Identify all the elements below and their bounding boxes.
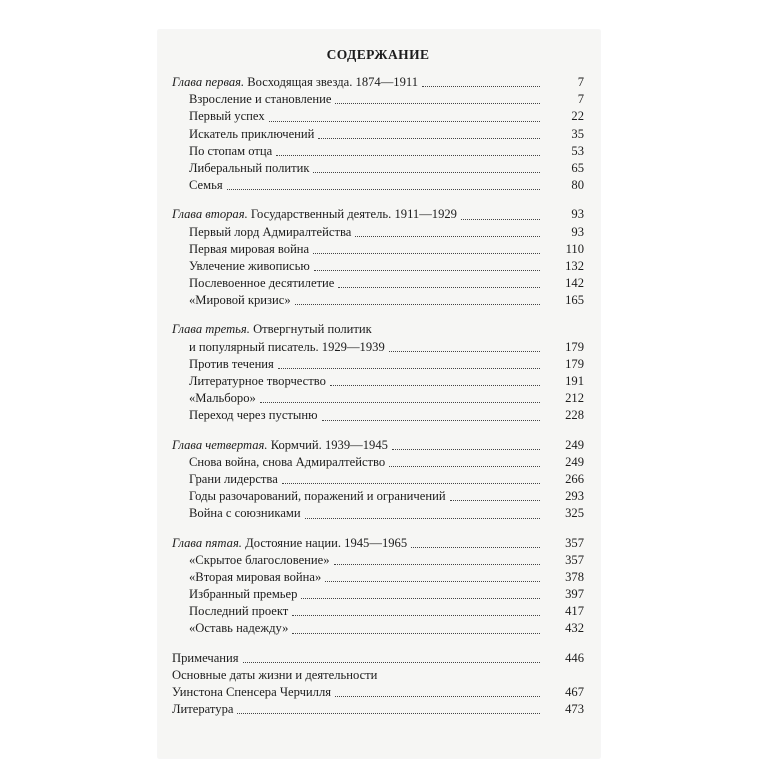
page-number: 80 bbox=[571, 178, 584, 193]
section-title: Примечания bbox=[172, 650, 239, 665]
leader-dots bbox=[292, 615, 540, 616]
toc-section bbox=[172, 373, 584, 390]
section-title: «Мировой кризис» bbox=[189, 293, 291, 308]
toc-section bbox=[172, 91, 584, 108]
toc-dates-continued bbox=[172, 684, 584, 701]
page-number: 191 bbox=[565, 374, 584, 388]
leader-dots bbox=[243, 662, 540, 663]
page-number: 446 bbox=[565, 650, 584, 665]
section-title: Последний проект bbox=[189, 604, 289, 619]
page-number: 7 bbox=[577, 75, 584, 89]
chapter-title: Достояние нации. 1945—1965 bbox=[245, 535, 408, 550]
leader-dots bbox=[305, 518, 540, 519]
toc-section bbox=[172, 552, 584, 569]
section-title: «Вторая мировая война» bbox=[189, 569, 322, 584]
toc-chapter-4 bbox=[172, 437, 584, 454]
leader-dots bbox=[389, 351, 540, 352]
section-title: Литература bbox=[172, 702, 234, 717]
page-number: 179 bbox=[565, 356, 584, 371]
book-page bbox=[158, 30, 600, 758]
leader-dots bbox=[411, 547, 540, 548]
page-number: 35 bbox=[571, 126, 584, 141]
toc-heading: СОДЕРЖАНИЕ bbox=[326, 47, 430, 62]
toc-section bbox=[172, 177, 584, 194]
toc-section bbox=[172, 586, 584, 603]
leader-dots bbox=[237, 713, 540, 714]
leader-dots bbox=[301, 598, 540, 599]
leader-dots bbox=[295, 304, 540, 305]
page-number: 165 bbox=[565, 293, 584, 308]
page-number: 325 bbox=[565, 506, 584, 521]
leader-dots bbox=[318, 138, 540, 139]
leader-dots bbox=[325, 581, 540, 582]
section-title: Либеральный политик bbox=[189, 160, 310, 175]
chapter-label: Глава третья. bbox=[172, 322, 250, 337]
chapter-title: Кормчий. 1939—1945 bbox=[270, 437, 388, 452]
section-title: Грани лидерства bbox=[189, 471, 278, 486]
section-title: Годы разочарований, поражений и ограничений bbox=[189, 489, 446, 504]
leader-dots bbox=[389, 466, 540, 467]
chapter-title: Восходящая звезда. 1874—1911 bbox=[247, 75, 419, 89]
toc-literature bbox=[172, 701, 584, 718]
section-title: Увлечение живописью bbox=[189, 258, 310, 273]
toc-section bbox=[172, 488, 584, 505]
page-number: 293 bbox=[565, 489, 584, 504]
leader-dots bbox=[322, 420, 540, 421]
leader-dots bbox=[335, 696, 540, 697]
page-number: 473 bbox=[565, 702, 584, 717]
chapter-label: Глава пятая. bbox=[172, 535, 242, 550]
leader-dots bbox=[282, 483, 540, 484]
toc-section bbox=[172, 160, 584, 177]
section-title: Переход через пустыню bbox=[189, 408, 318, 423]
toc-chapter-2 bbox=[172, 206, 584, 223]
section-title: «Мальборо» bbox=[189, 391, 256, 406]
page-number: 132 bbox=[565, 258, 584, 273]
toc-section bbox=[172, 471, 584, 488]
section-title: Основные даты жизни и деятельности bbox=[172, 667, 378, 682]
leader-dots bbox=[461, 219, 540, 220]
section-title: Литературное творчество bbox=[189, 374, 326, 388]
toc-chapter-5 bbox=[172, 535, 584, 552]
page-number: 93 bbox=[571, 224, 584, 239]
leader-dots bbox=[338, 287, 540, 288]
section-title: Снова война, снова Адмиралтейство bbox=[189, 454, 386, 469]
toc-section bbox=[172, 620, 584, 637]
leader-dots bbox=[276, 155, 540, 156]
toc-section bbox=[172, 224, 584, 241]
toc-section bbox=[172, 505, 584, 522]
page-number: 249 bbox=[565, 437, 584, 452]
toc-section bbox=[172, 292, 584, 309]
page-number: 212 bbox=[565, 391, 584, 406]
leader-dots bbox=[313, 253, 540, 254]
section-title: Первый успех bbox=[189, 109, 265, 124]
leader-dots bbox=[227, 189, 540, 190]
toc-section bbox=[172, 390, 584, 407]
page-number: 357 bbox=[565, 535, 584, 550]
toc-chapter-1 bbox=[172, 74, 584, 91]
leader-dots bbox=[355, 236, 540, 237]
leader-dots bbox=[260, 402, 540, 403]
section-title: Первая мировая война bbox=[189, 241, 310, 256]
section-title: «Скрытое благословение» bbox=[189, 552, 330, 567]
section-title: Искатель приключений bbox=[189, 126, 315, 141]
section-title: Послевоенное десятилетие bbox=[189, 276, 335, 291]
leader-dots bbox=[278, 368, 540, 369]
toc-section bbox=[172, 108, 584, 125]
page-number: 228 bbox=[565, 408, 584, 423]
page-number: 378 bbox=[565, 569, 584, 584]
leader-dots bbox=[313, 172, 540, 173]
page-number: 142 bbox=[565, 276, 584, 291]
leader-dots bbox=[422, 86, 540, 87]
leader-dots bbox=[314, 270, 540, 271]
toc-dates bbox=[172, 667, 584, 684]
page-number: 397 bbox=[565, 587, 584, 602]
section-title: Взросление и становление bbox=[189, 92, 332, 107]
page-number: 7 bbox=[577, 92, 584, 107]
page-number: 65 bbox=[571, 160, 584, 175]
chapter-title-line2: и популярный писатель. 1929—1939 bbox=[189, 339, 385, 354]
chapter-title: Отвергнутый политик bbox=[253, 322, 372, 337]
section-title: Избранный премьер bbox=[189, 587, 298, 602]
leader-dots bbox=[292, 633, 540, 634]
toc-chapter-3-continued bbox=[172, 339, 584, 356]
section-title: Первый лорд Адмиралтейства bbox=[189, 224, 352, 239]
leader-dots bbox=[330, 385, 540, 386]
toc-chapter-3 bbox=[172, 321, 584, 338]
page-number: 357 bbox=[565, 552, 584, 567]
toc-section bbox=[172, 569, 584, 586]
page-number: 467 bbox=[565, 685, 584, 699]
page-number: 179 bbox=[565, 339, 584, 354]
section-title: Против течения bbox=[189, 356, 274, 371]
table-of-contents bbox=[172, 46, 584, 718]
leader-dots bbox=[335, 103, 540, 104]
chapter-label: Глава четвертая. bbox=[172, 437, 268, 452]
page-number: 22 bbox=[571, 109, 584, 124]
page-number: 266 bbox=[565, 471, 584, 486]
leader-dots bbox=[334, 564, 540, 565]
toc-section bbox=[172, 143, 584, 160]
toc-section bbox=[172, 241, 584, 258]
leader-dots bbox=[392, 449, 540, 450]
page-number: 93 bbox=[571, 207, 584, 222]
page-number: 53 bbox=[571, 143, 584, 158]
section-title: По стопам отца bbox=[189, 143, 273, 158]
page-number: 110 bbox=[565, 241, 584, 256]
leader-dots bbox=[450, 500, 540, 501]
chapter-title: Государственный деятель. 1911—1929 bbox=[250, 207, 457, 222]
page-number: 249 bbox=[565, 454, 584, 469]
toc-section bbox=[172, 126, 584, 143]
toc-notes bbox=[172, 650, 584, 667]
section-title: Война с союзниками bbox=[189, 506, 301, 521]
toc-section bbox=[172, 454, 584, 471]
chapter-label: Глава вторая. bbox=[172, 207, 248, 222]
leader-dots bbox=[269, 121, 540, 122]
page-number: 432 bbox=[565, 621, 584, 636]
page-number: 417 bbox=[565, 604, 584, 619]
toc-section bbox=[172, 407, 584, 424]
toc-section bbox=[172, 603, 584, 620]
section-title-line2: Уинстона Спенсера Черчилля bbox=[172, 685, 332, 699]
chapter-label: Глава первая. bbox=[172, 75, 245, 89]
toc-section bbox=[172, 275, 584, 292]
toc-section bbox=[172, 356, 584, 373]
section-title: «Оставь надежду» bbox=[189, 621, 289, 636]
toc-section bbox=[172, 258, 584, 275]
section-title: Семья bbox=[189, 178, 223, 193]
